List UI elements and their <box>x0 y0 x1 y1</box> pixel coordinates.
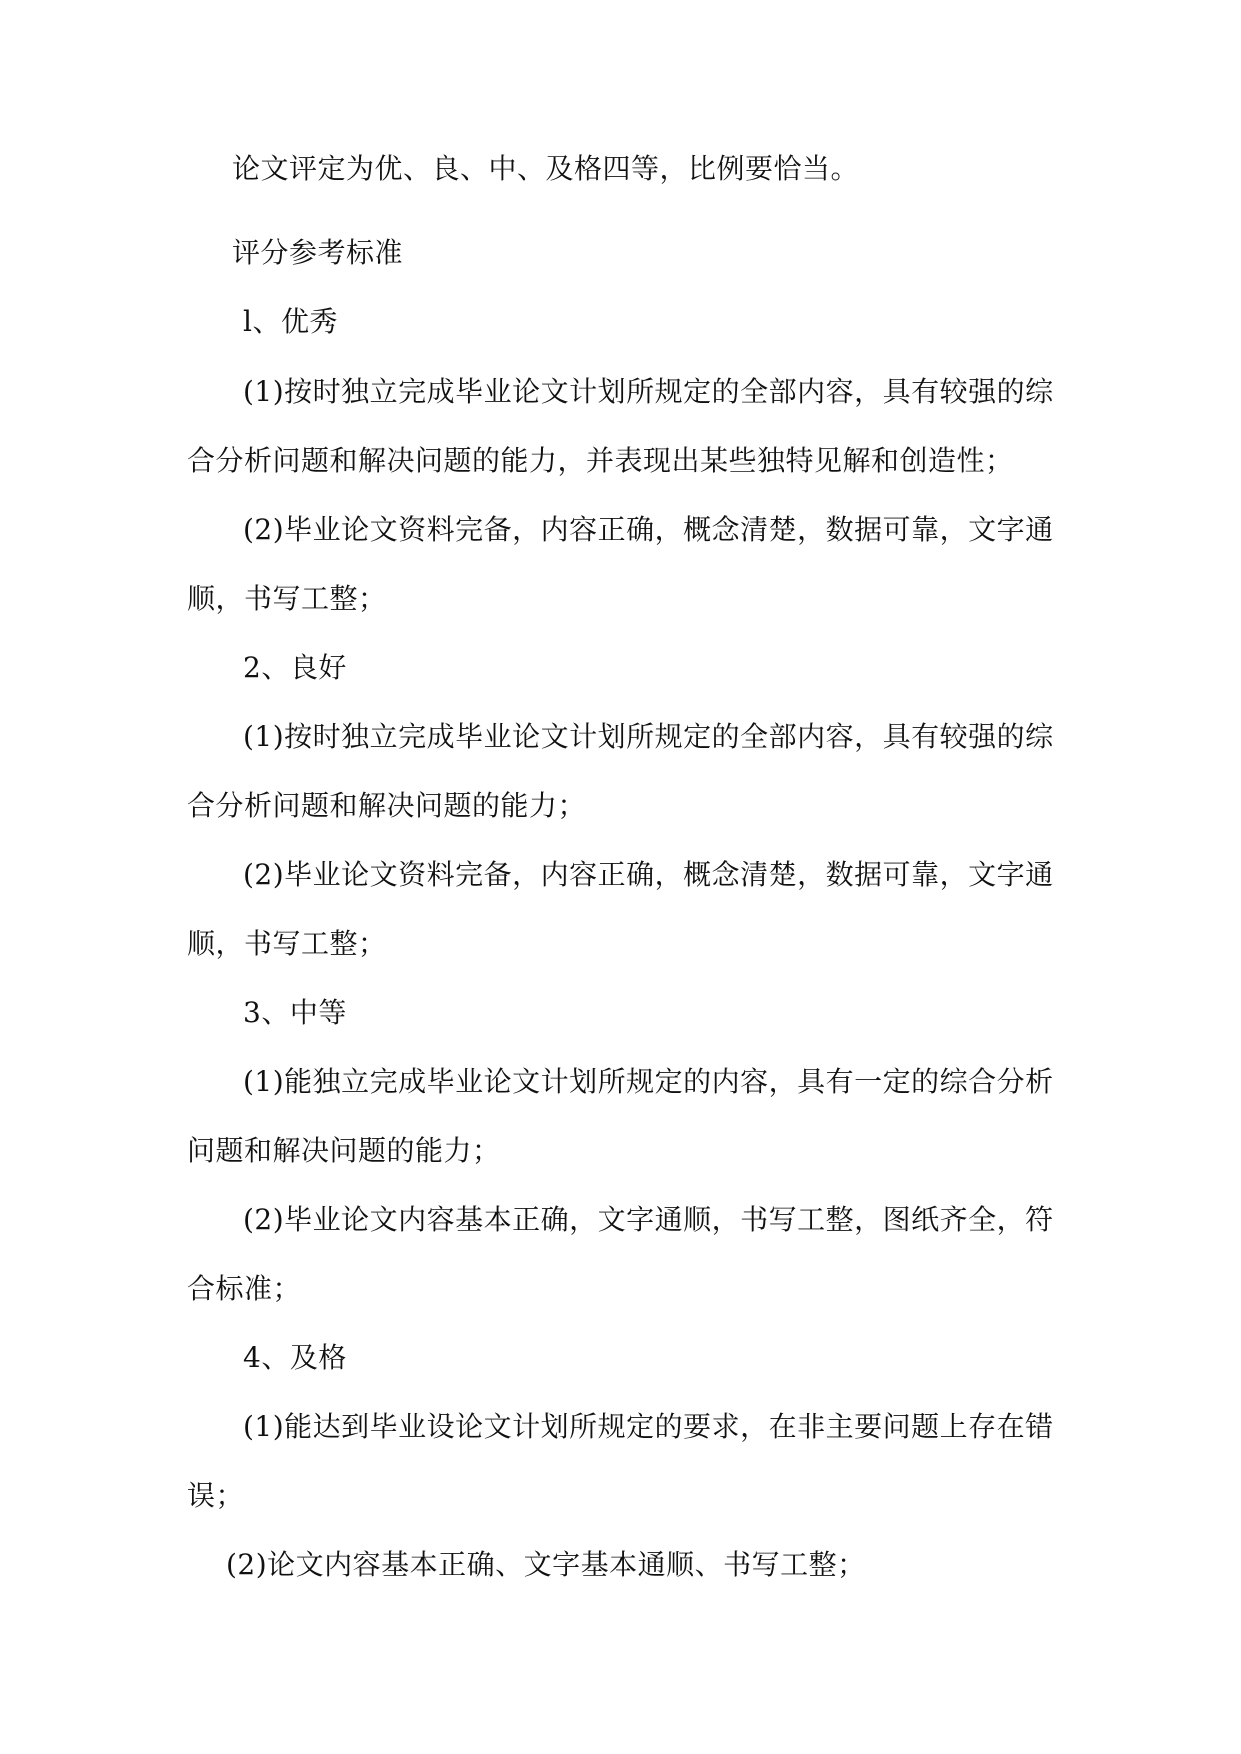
good-item-2-line-1: (2)毕业论文资料完备，内容正确，概念清楚，数据可靠，文字通 <box>243 858 1054 891</box>
medium-item-1-line-1: (1)能独立完成毕业论文计划所规定的内容，具有一定的综合分析 <box>243 1065 1054 1098</box>
excellent-item-1-line-2: 合分析问题和解决问题的能力，并表现出某些独特见解和创造性； <box>187 444 1014 477</box>
excellent-item-2-line-1: (2)毕业论文资料完备，内容正确，概念清楚，数据可靠，文字通 <box>243 513 1054 546</box>
good-item-1-line-1: (1)按时独立完成毕业论文计划所规定的全部内容，具有较强的综 <box>243 720 1054 753</box>
medium-item-2-line-2: 合标准； <box>187 1272 302 1305</box>
good-item-2-line-2: 顺，书写工整； <box>187 927 387 960</box>
good-item-1-line-2: 合分析问题和解决问题的能力； <box>187 789 587 822</box>
paragraph-grading-levels: 论文评定为优、良、中、及格四等，比例要恰当。 <box>232 152 860 185</box>
section-pass: 4、及格 <box>243 1341 347 1374</box>
pass-item-1-line-2: 误； <box>187 1479 245 1512</box>
section-good: 2、良好 <box>243 651 347 684</box>
pass-item-1-line-1: (1)能达到毕业设论文计划所规定的要求，在非主要问题上存在错 <box>243 1410 1054 1443</box>
heading-scoring-criteria: 评分参考标准 <box>232 236 404 269</box>
excellent-item-2-line-2: 顺，书写工整； <box>187 582 387 615</box>
section-medium: 3、中等 <box>243 996 347 1029</box>
medium-item-1-line-2: 问题和解决问题的能力； <box>187 1134 501 1167</box>
excellent-item-1-line-1: (1)按时独立完成毕业论文计划所规定的全部内容，具有较强的综 <box>243 375 1054 408</box>
section-excellent: l、优秀 <box>243 305 338 338</box>
medium-item-2-line-1: (2)毕业论文内容基本正确，文字通顺，书写工整，图纸齐全，符 <box>243 1203 1054 1236</box>
pass-item-2-line-1: (2)论文内容基本正确、文字基本通顺、书写工整； <box>226 1548 866 1581</box>
